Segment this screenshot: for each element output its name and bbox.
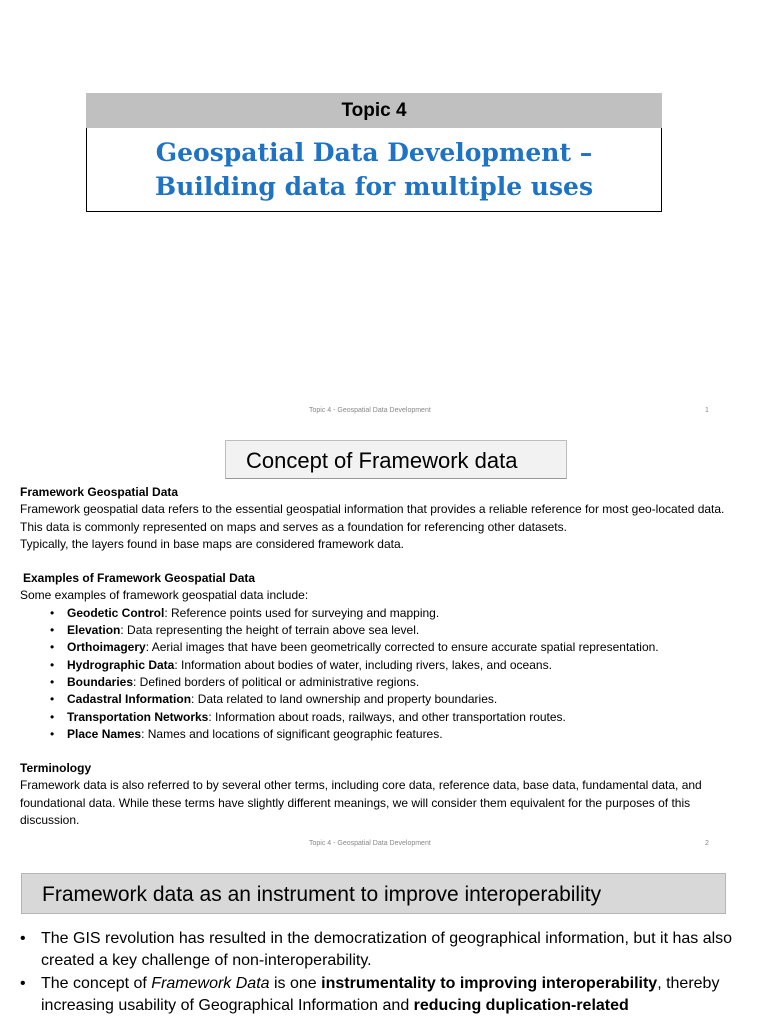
paragraph: Framework data is also referred to by several other terms, including core data, reference data, base data, fundamental data, and foundational data. While these terms have slightly different meanings, we will consider them equivalent for the purposes of this discussion. [20,778,702,828]
topic-label: Topic 4 [86,93,662,128]
list-item: • Boundaries: Defined borders of political or administrative regions. [67,674,740,691]
slide2-body [20,484,740,829]
paragraph: Framework geospatial data refers to the essential geospatial information that provides a reliable reference for most geo-located data. [20,502,725,517]
slide2-page-number: 2 [705,840,709,847]
title-line-2: Building data for multiple uses [154,171,594,201]
list-item: • Hydrographic Data: Information about bodies of water, including rivers, lakes, and oceans. [67,657,740,674]
list-item: • Transportation Networks: Information about roads, railways, and other transportation routes. [67,709,740,726]
paragraph: Typically, the layers found in base maps are considered framework data. [20,536,404,551]
paragraph: Some examples of framework geospatial data include: [20,588,309,603]
slide3-body [20,928,740,1018]
interoperability-heading: Framework data as an instrument to improve interoperability [21,873,726,914]
bullet-list [20,928,740,1016]
concept-heading: Concept of Framework data [225,440,567,479]
list-item: • Orthoimagery: Aerial images that have been geometrically corrected to ensure accurate spatial representation. [67,639,740,656]
list-item: • Cadastral Information: Data related to land ownership and property boundaries. [67,691,740,708]
title-line-1: Geospatial Data Development – [155,137,593,167]
section-title-terminology: Terminology [20,761,92,776]
list-item: • Place Names: Names and locations of significant geographic features. [67,726,740,743]
section-title-examples: Examples of Framework Geospatial Data [23,571,256,586]
list-item: • Elevation: Data representing the height of terrain above sea level. [67,622,740,639]
section-title-framework: Framework Geospatial Data [20,485,179,499]
slide-title [86,128,662,212]
slide2-footer: Topic 4 - Geospatial Data Development [309,840,431,847]
list-item: • Geodetic Control: Reference points used for surveying and mapping. [67,605,740,622]
paragraph: This data is commonly represented on maps and serves as a foundation for referencing other datasets. [20,519,567,534]
list-item: • The concept of Framework Data is one instrumentality to improving interoperability, thereby increasing usability of Geographical Information and reducing duplication-related [41,973,740,1016]
examples-list [20,605,740,743]
slide1-footer: Topic 4 - Geospatial Data Development [309,407,431,414]
list-item: • The GIS revolution has resulted in the democratization of geographical information, but it has also created a key challenge of non-interoperability. [41,928,740,971]
slide1-page-number: 1 [705,407,709,414]
